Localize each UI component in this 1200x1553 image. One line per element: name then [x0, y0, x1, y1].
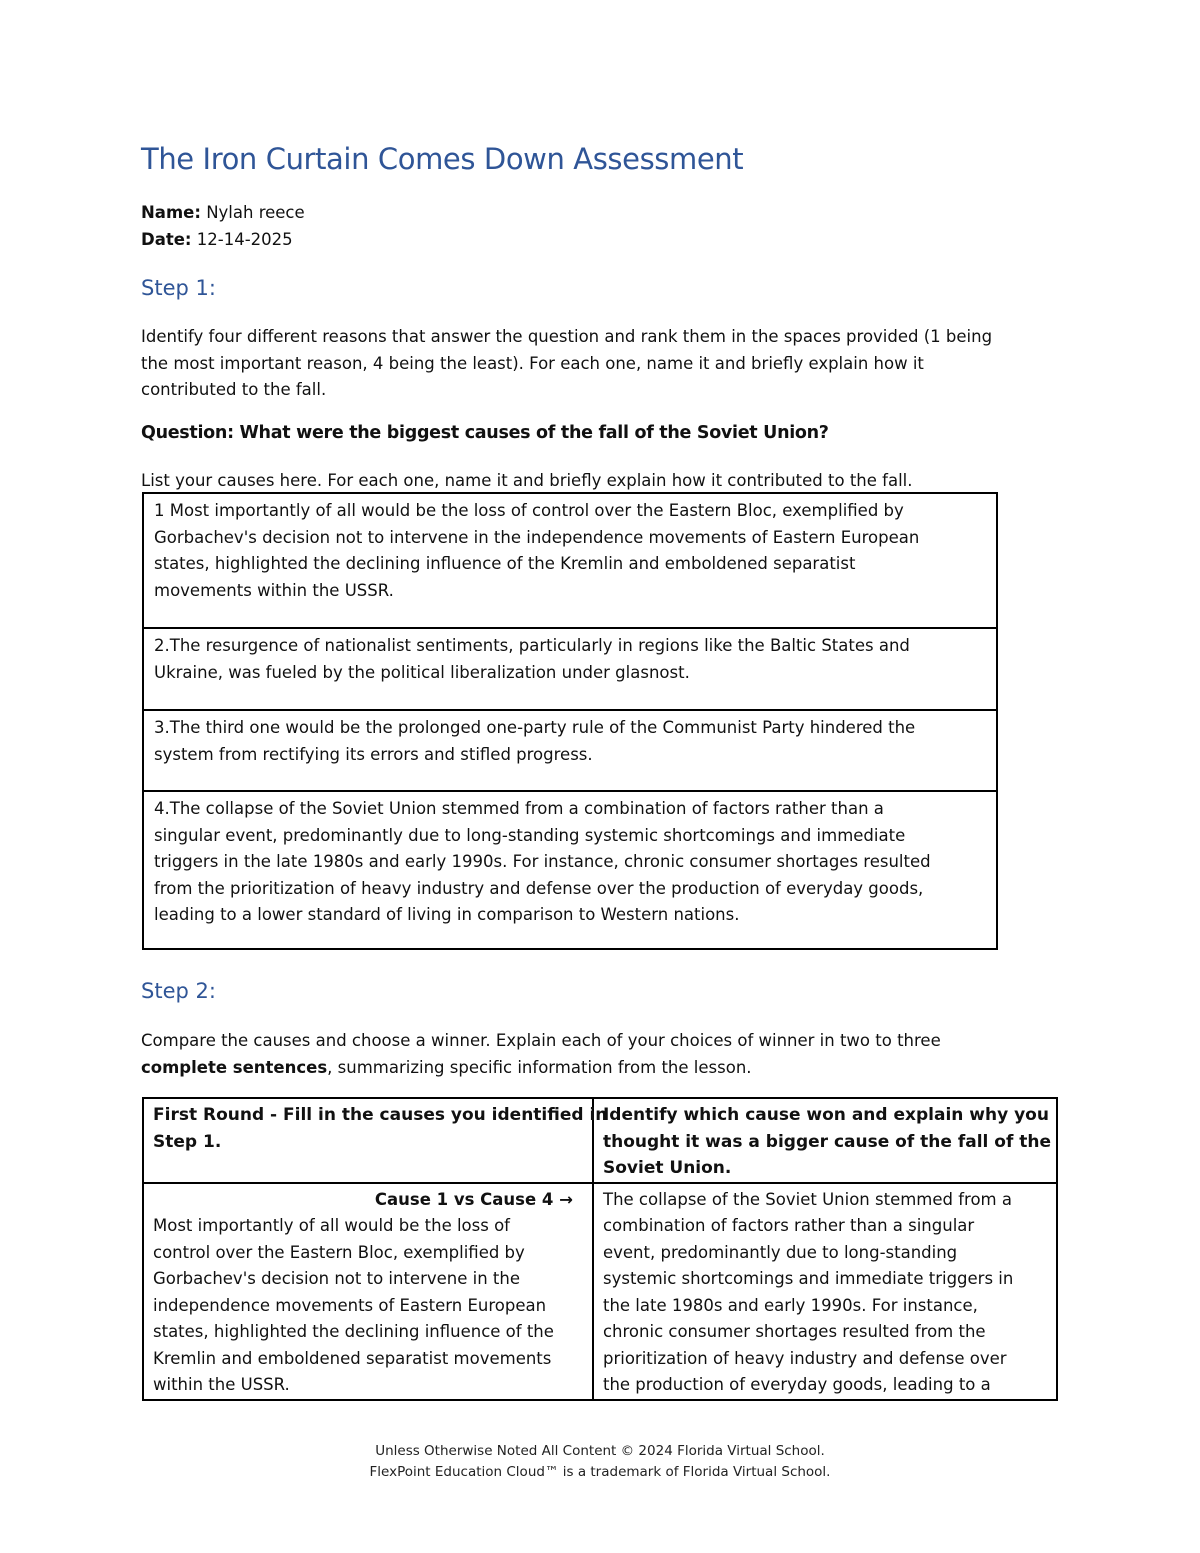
- step2-heading: Step 2:: [141, 979, 216, 1003]
- page-title: The Iron Curtain Comes Down Assessment: [141, 142, 744, 176]
- round-left-cell[interactable]: [143, 1183, 593, 1400]
- cause-box-1[interactable]: [144, 494, 996, 629]
- cell-line: control over the Eastern Bloc, exemplified by: [153, 1242, 525, 1262]
- step2-instructions: [141, 1028, 1051, 1081]
- instruction-rest: , summarizing specific information from the lesson.: [327, 1057, 752, 1077]
- cell-line: independence movements of Eastern European: [153, 1295, 547, 1315]
- cause-line: 1 Most importantly of all would be the loss of control over the Eastern Bloc, exemplified by: [154, 501, 904, 520]
- cell-line: states, highlighted the declining influence of the: [153, 1322, 554, 1341]
- cause-box-2[interactable]: [144, 629, 996, 711]
- instruction-line: contributed to the fall.: [141, 380, 327, 399]
- step1-heading: Step 1:: [141, 276, 216, 300]
- first-round-table: [142, 1097, 1058, 1401]
- cause-line: Gorbachev's decision not to intervene in the independence movements of Eastern European: [154, 527, 920, 547]
- cause-line: 2.The resurgence of nationalist sentiments, particularly in regions like the Baltic States and: [154, 636, 910, 655]
- date-line: [141, 230, 293, 249]
- instruction-line: Identify four different reasons that answer the question and rank them in the spaces provided (1 being: [141, 327, 993, 346]
- cell-line: within the USSR.: [153, 1375, 290, 1394]
- cell-line: Most importantly of all would be the loss of: [153, 1216, 510, 1235]
- cell-line: combination of factors rather than a singular: [602, 1216, 975, 1235]
- footer: [0, 1441, 1200, 1483]
- cause-line: Ukraine, was fueled by the political liberalization under glasnost.: [154, 662, 690, 682]
- cause-line: 3.The third one would be the prolonged one-party rule of the Communist Party hindered the: [154, 718, 916, 737]
- name-value: Nylah reece: [206, 203, 305, 222]
- causes-table: [142, 492, 998, 950]
- list-prompt: List your causes here. For each one, name it and briefly explain how it contributed to the fall.: [141, 471, 913, 490]
- instruction-line: Compare the causes and choose a winner. Explain each of your choices of winner in two to three: [141, 1031, 941, 1050]
- round-right-cell[interactable]: [593, 1183, 1057, 1400]
- cause-line: leading to a lower standard of living in comparison to Western nations.: [154, 905, 740, 924]
- cause-line: movements within the USSR.: [154, 580, 394, 600]
- question-text: Question: What were the biggest causes of the fall of the Soviet Union?: [141, 423, 829, 443]
- instruction-bold: complete sentences: [141, 1057, 328, 1077]
- date-label: Date:: [141, 230, 192, 249]
- footer-trademark: FlexPoint Education Cloud™ is a trademark of Florida Virtual School.: [369, 1464, 831, 1480]
- instruction-line: [141, 1055, 1051, 1082]
- footer-copyright: Unless Otherwise Noted All Content © 2024 Florida Virtual School.: [375, 1443, 825, 1459]
- cell-line: chronic consumer shortages resulted from the: [602, 1322, 986, 1341]
- header-line: Identify which cause won and explain why you: [602, 1105, 1049, 1125]
- cause-line: from the prioritization of heavy industry and defense over the production of everyday goods,: [154, 878, 924, 898]
- name-line: [141, 203, 305, 222]
- cell-line: The collapse of the Soviet Union stemmed from a: [602, 1189, 1012, 1209]
- cell-line: event, predominantly due to long-standing: [602, 1242, 958, 1262]
- header-line: thought it was a bigger cause of the fall of the: [602, 1131, 1052, 1152]
- date-value: 12-14-2025: [196, 230, 293, 249]
- cause-line: states, highlighted the declining influence of the Kremlin and emboldened separatist: [154, 554, 856, 573]
- header-line: First Round - Fill in the causes you identified in: [153, 1105, 608, 1125]
- cell-line: systemic shortcomings and immediate triggers in: [602, 1269, 1014, 1288]
- header-line: Soviet Union.: [602, 1158, 732, 1178]
- cell-line: Kremlin and emboldened separatist movements: [153, 1348, 552, 1368]
- cell-line: Gorbachev's decision not to intervene in the: [153, 1269, 520, 1288]
- header-left: [143, 1098, 608, 1183]
- cell-line: prioritization of heavy industry and defense over: [602, 1348, 1007, 1368]
- cause-line: singular event, predominantly due to long-standing systemic shortcomings and immediate: [154, 825, 906, 845]
- cause-box-4[interactable]: [144, 792, 996, 948]
- cell-line: the production of everyday goods, leading to a: [602, 1375, 991, 1394]
- header-line: Step 1.: [153, 1131, 222, 1152]
- cell-line: the late 1980s and early 1990s. For instance,: [602, 1295, 978, 1315]
- cause-line: system from rectifying its errors and stifled progress.: [154, 744, 593, 764]
- instruction-line: the most important reason, 4 being the least). For each one, name it and briefly explain how it: [141, 353, 924, 373]
- name-label: Name:: [141, 203, 201, 222]
- header-right: [593, 1098, 1057, 1183]
- cause-line: triggers in the late 1980s and early 1990s. For instance, chronic consumer shortages resulted: [154, 852, 931, 871]
- cause-box-3[interactable]: [144, 711, 996, 792]
- step1-instructions: [141, 324, 1051, 404]
- matchup-label: Cause 1 vs Cause 4 →: [374, 1189, 573, 1209]
- cause-line: 4.The collapse of the Soviet Union stemmed from a combination of factors rather than a: [154, 799, 884, 818]
